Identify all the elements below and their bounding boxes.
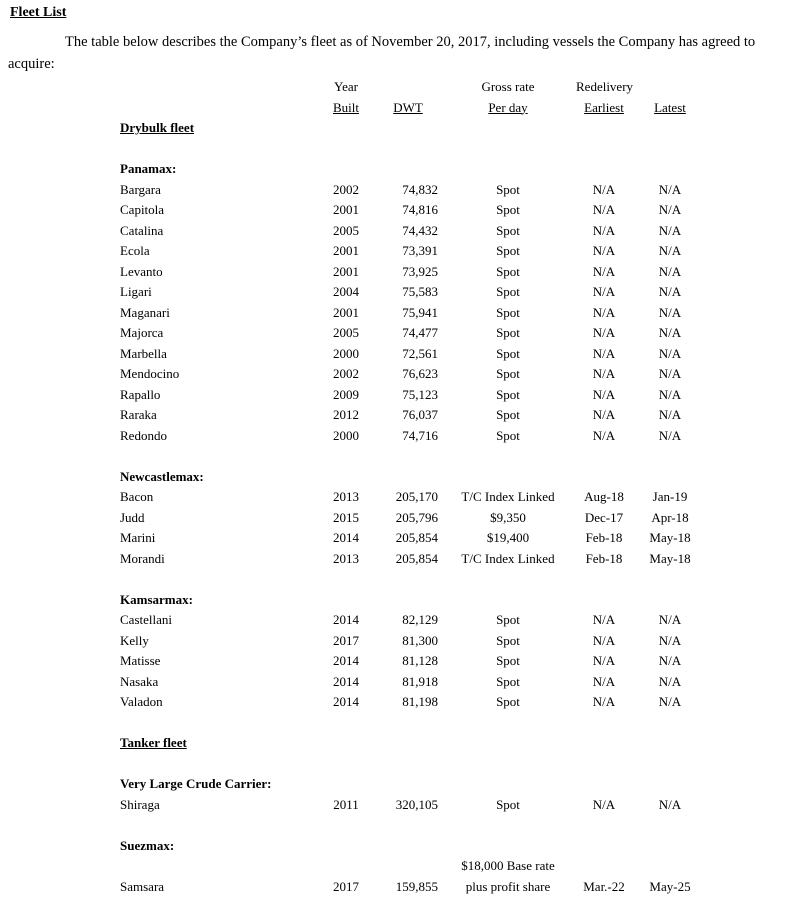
gross-rate-per-day: Spot [496, 427, 520, 443]
dwt-value: 205,854 [395, 530, 438, 545]
table-row [120, 200, 803, 221]
gross-rate-per-day: Spot [496, 673, 520, 689]
redelivery-earliest: Feb-18 [585, 550, 623, 566]
spacer-row [120, 815, 803, 836]
vessel-name: Raraka [120, 407, 157, 422]
redelivery-earliest: N/A [592, 407, 616, 422]
redelivery-latest: May-18 [649, 530, 691, 545]
redelivery-latest: N/A [658, 427, 682, 443]
header-latest: Latest [654, 99, 686, 115]
redelivery-earliest: N/A [592, 284, 616, 299]
header-dwt: DWT [393, 99, 423, 115]
table-row [120, 364, 803, 385]
gross-rate-note: $18,000 Base rate [461, 858, 555, 873]
redelivery-earliest: N/A [592, 243, 616, 258]
vessel-name: Rapallo [120, 386, 161, 402]
redelivery-earliest: N/A [592, 345, 616, 361]
redelivery-earliest: N/A [592, 653, 616, 668]
gross-rate-per-day: Spot [496, 612, 520, 627]
gross-rate-per-day: Spot [496, 202, 520, 217]
year-built: 2013 [333, 550, 359, 566]
gross-rate-per-day: Spot [496, 263, 520, 279]
gross-rate-per-day: Spot [496, 243, 520, 258]
redelivery-latest: N/A [658, 612, 682, 627]
dwt-value: 205,170 [395, 489, 438, 504]
year-built: 2011 [333, 796, 359, 812]
table-row [120, 180, 803, 201]
redelivery-earliest: N/A [592, 796, 616, 812]
page-title: Fleet List [10, 5, 67, 20]
gross-rate-per-day: Spot [496, 284, 520, 299]
dwt-value: 81,300 [402, 632, 438, 648]
vessel-name: Marbella [120, 345, 167, 361]
redelivery-latest: N/A [658, 181, 682, 197]
year-built: 2014 [333, 653, 359, 668]
dwt-value: 75,583 [402, 284, 438, 299]
vessel-name: Bacon [120, 489, 154, 504]
vessel-name: Ecola [120, 243, 150, 258]
header-spacer [632, 77, 708, 98]
dwt-value: 81,918 [402, 673, 438, 689]
header-redelivery: Redelivery [576, 79, 634, 94]
table-row [120, 692, 803, 713]
redelivery-latest: N/A [658, 694, 682, 709]
year-built: 2000 [333, 427, 359, 443]
redelivery-earliest: N/A [592, 386, 616, 402]
header-spacer [120, 77, 316, 98]
dwt-value: 82,129 [402, 612, 438, 627]
table-row [120, 405, 803, 426]
redelivery-earliest: Dec-17 [584, 509, 624, 525]
table-row [120, 262, 803, 283]
dwt-value: 72,561 [402, 345, 438, 361]
vessel-name: Marini [120, 530, 156, 545]
redelivery-latest: N/A [658, 796, 682, 812]
spacer [120, 856, 316, 877]
header-earliest: Earliest [584, 99, 624, 115]
gross-rate-per-day: Spot [496, 345, 520, 361]
year-built: 2013 [333, 489, 359, 504]
table-row [120, 610, 803, 631]
table-row [120, 282, 803, 303]
table-row [120, 221, 803, 242]
table-row [120, 344, 803, 365]
table-row [120, 672, 803, 693]
section-heading-row [120, 118, 803, 139]
gross-rate-per-day: T/C Index Linked [461, 489, 555, 504]
subsection-heading-row [120, 774, 803, 795]
vessel-name: Nasaka [120, 673, 159, 689]
table-header-row-bottom [120, 98, 803, 119]
spacer [376, 856, 440, 877]
table-row [120, 528, 803, 549]
redelivery-latest: N/A [658, 325, 682, 340]
vessel-name: Kelly [120, 632, 149, 648]
dwt-value: 76,037 [402, 407, 438, 422]
year-built: 2012 [333, 407, 359, 422]
dwt-value: 81,128 [402, 653, 438, 668]
dwt-value: 74,716 [402, 427, 438, 443]
redelivery-latest: N/A [658, 243, 682, 258]
section-heading-row [120, 733, 803, 754]
year-built: 2014 [333, 694, 359, 709]
spacer-row [120, 139, 803, 160]
vessel-name: Majorca [120, 325, 164, 340]
dwt-value: 73,391 [402, 243, 438, 258]
table-row [120, 323, 803, 344]
vessel-name: Capitola [120, 202, 165, 217]
redelivery-latest: N/A [658, 222, 682, 238]
table-row [120, 549, 803, 570]
redelivery-earliest: N/A [592, 263, 616, 279]
gross-rate-per-day: plus profit share [465, 878, 551, 894]
redelivery-earliest: N/A [592, 694, 616, 709]
subsection-heading-row [120, 467, 803, 488]
redelivery-earliest: N/A [592, 325, 616, 340]
redelivery-latest: N/A [658, 284, 682, 299]
dwt-value: 73,925 [402, 263, 438, 279]
gross-rate-per-day: Spot [496, 325, 520, 340]
gross-rate-per-day: Spot [496, 796, 520, 812]
subsection-heading: Suezmax: [120, 837, 175, 853]
redelivery-earliest: N/A [592, 222, 616, 238]
dwt-value: 75,941 [402, 304, 438, 320]
vessel-name: Maganari [120, 304, 170, 320]
intro-paragraph: The table below describes the Company’s fleet as of November 20, 2017, including vessels the Company has agreed to acquire: [8, 34, 756, 72]
redelivery-latest: N/A [658, 673, 682, 689]
dwt-value: 320,105 [395, 796, 438, 812]
table-row [120, 426, 803, 447]
redelivery-latest: May-18 [649, 550, 691, 566]
table-row [120, 487, 803, 508]
redelivery-earliest: N/A [592, 632, 616, 648]
redelivery-earliest: N/A [592, 612, 616, 627]
vessel-name: Shiraga [120, 796, 160, 812]
year-built: 2017 [333, 878, 359, 894]
subsection-heading-row [120, 836, 803, 857]
vessel-name: Mendocino [120, 366, 180, 381]
year-built: 2015 [333, 509, 359, 525]
spacer [316, 856, 376, 877]
redelivery-earliest: N/A [592, 673, 616, 689]
dwt-value: 76,623 [402, 366, 438, 381]
redelivery-earliest: Mar.-22 [583, 878, 625, 894]
year-built: 2014 [333, 612, 359, 627]
gross-rate-per-day: $9,350 [490, 509, 526, 525]
year-built: 2009 [333, 386, 359, 402]
redelivery-latest: N/A [658, 202, 682, 217]
redelivery-earliest: N/A [592, 202, 616, 217]
vessel-name: Levanto [120, 263, 163, 279]
header-year: Year [334, 79, 358, 94]
year-built: 2005 [333, 222, 359, 238]
gross-rate-per-day: T/C Index Linked [461, 550, 555, 566]
table-row [120, 385, 803, 406]
dwt-value: 159,855 [395, 878, 438, 894]
year-built: 2004 [333, 284, 359, 299]
table-row [120, 241, 803, 262]
redelivery-latest: N/A [658, 345, 682, 361]
dwt-value: 74,432 [402, 222, 438, 238]
gross-rate-per-day: Spot [496, 366, 520, 381]
spacer-row [120, 754, 803, 775]
subsection-heading: Newcastlemax: [120, 468, 204, 484]
subsection-heading: Panamax: [120, 161, 177, 176]
redelivery-earliest: Aug-18 [584, 489, 624, 504]
dwt-value: 81,198 [402, 694, 438, 709]
redelivery-latest: May-25 [649, 878, 691, 894]
gross-rate-per-day: Spot [496, 386, 520, 402]
rate-note-row [120, 856, 803, 877]
subsection-heading: Kamsarmax: [120, 591, 193, 607]
gross-rate-per-day: Spot [496, 181, 520, 197]
gross-rate-per-day: Spot [496, 653, 520, 668]
redelivery-latest: N/A [658, 653, 682, 668]
table-body [120, 118, 803, 897]
year-built: 2002 [333, 181, 359, 197]
gross-rate-per-day: Spot [496, 222, 520, 238]
gross-rate-per-day: Spot [496, 304, 520, 320]
table-row [120, 877, 803, 898]
vessel-name: Valadon [120, 694, 163, 709]
year-built: 2001 [333, 263, 359, 279]
header-spacer [120, 98, 316, 119]
redelivery-latest: N/A [658, 304, 682, 320]
vessel-name: Morandi [120, 550, 165, 566]
vessel-name: Matisse [120, 653, 161, 668]
dwt-value: 74,477 [402, 325, 438, 340]
gross-rate-per-day: Spot [496, 632, 520, 648]
redelivery-earliest: Feb-18 [585, 530, 623, 545]
vessel-name: Judd [120, 509, 145, 525]
vessel-name: Catalina [120, 222, 164, 238]
redelivery-latest: N/A [658, 366, 682, 381]
vessel-name: Bargara [120, 181, 161, 197]
table-header-row-top [120, 77, 803, 98]
spacer-row [120, 569, 803, 590]
subsection-heading-row [120, 590, 803, 611]
subsection-heading-row [120, 159, 803, 180]
year-built: 2001 [333, 304, 359, 320]
redelivery-latest: N/A [658, 263, 682, 279]
dwt-value: 74,832 [402, 181, 438, 197]
vessel-name: Ligari [120, 284, 152, 299]
gross-rate-per-day: $19,400 [486, 530, 530, 545]
vessel-name: Samsara [120, 878, 165, 894]
table-row [120, 508, 803, 529]
spacer-row [120, 713, 803, 734]
redelivery-latest: N/A [658, 632, 682, 648]
year-built: 2014 [333, 530, 359, 545]
redelivery-latest: N/A [658, 386, 682, 402]
redelivery-latest: Apr-18 [651, 509, 689, 525]
year-built: 2000 [333, 345, 359, 361]
header-built: Built [332, 99, 359, 115]
vessel-name: Redondo [120, 427, 167, 443]
year-built: 2001 [333, 202, 359, 217]
redelivery-earliest: N/A [592, 427, 616, 443]
year-built: 2014 [333, 673, 359, 689]
section-heading: Drybulk fleet [120, 120, 195, 135]
redelivery-latest: Jan-19 [652, 489, 688, 504]
year-built: 2017 [333, 632, 359, 648]
spacer-row [120, 446, 803, 467]
subsection-heading: Very Large Crude Carrier: [120, 776, 272, 791]
table-row [120, 631, 803, 652]
table-row [120, 795, 803, 816]
gross-rate-per-day: Spot [496, 694, 520, 709]
redelivery-earliest: N/A [592, 181, 616, 197]
header-gross-rate: Gross rate [481, 79, 535, 94]
year-built: 2005 [333, 325, 359, 340]
dwt-value: 75,123 [402, 386, 438, 402]
redelivery-earliest: N/A [592, 366, 616, 381]
table-row [120, 651, 803, 672]
year-built: 2001 [333, 243, 359, 258]
table-row [120, 303, 803, 324]
year-built: 2002 [333, 366, 359, 381]
dwt-value: 205,854 [395, 550, 438, 566]
header-spacer [376, 77, 440, 98]
header-per-day: Per day [488, 99, 528, 115]
fleet-table [120, 77, 803, 897]
dwt-value: 74,816 [402, 202, 438, 217]
section-heading: Tanker fleet [120, 735, 187, 750]
gross-rate-per-day: Spot [496, 407, 520, 422]
vessel-name: Castellani [120, 612, 172, 627]
redelivery-latest: N/A [658, 407, 682, 422]
dwt-value: 205,796 [395, 509, 438, 525]
redelivery-earliest: N/A [592, 304, 616, 320]
